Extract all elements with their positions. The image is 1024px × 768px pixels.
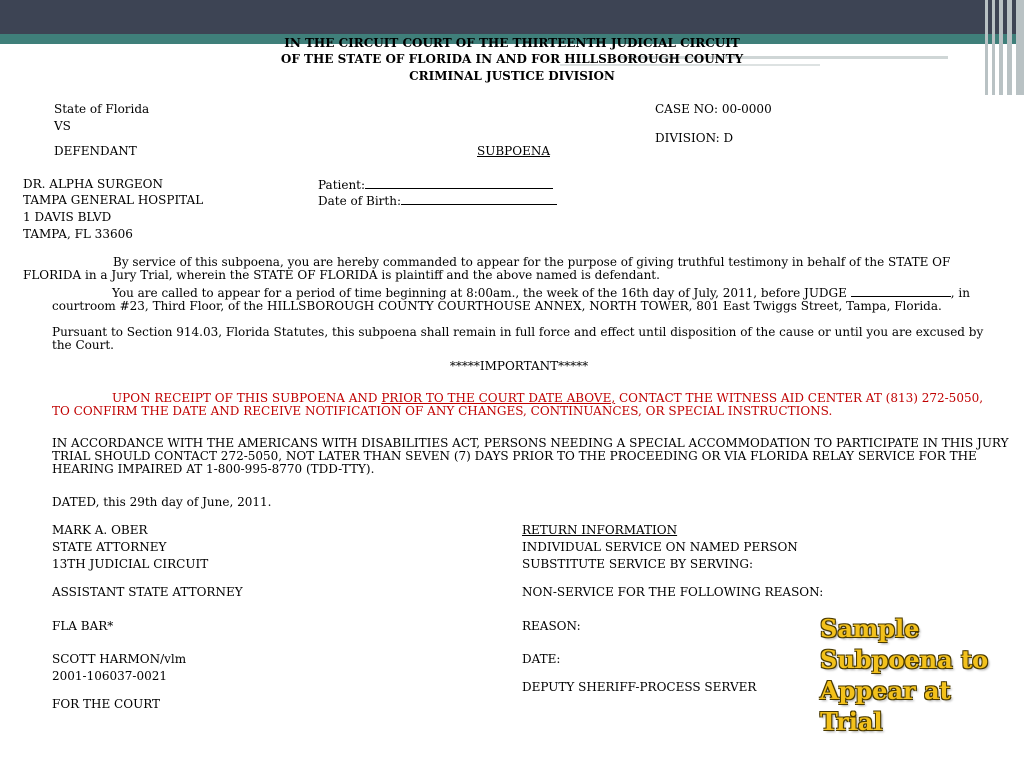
clerk-name: SCOTT HARMON/vlm <box>52 652 187 666</box>
defendant-label: DEFENDANT <box>54 144 137 158</box>
recipient-street: 1 DAVIS BLVD <box>23 210 112 224</box>
judge-blank <box>851 285 951 297</box>
command-paragraph: By service of this subpoena, you are hereby commanded to appear for the purpose of giving truthful testimony in behalf of the STATE OF FLORIDA in a Jury Trial, wherein the STATE OF FLORIDA is plaintiff and the above named is defendant. <box>23 255 951 282</box>
assistant-attorney: ASSISTANT STATE ATTORNEY <box>52 585 243 599</box>
attorney-title: STATE ATTORNEY <box>52 540 167 554</box>
case-number: CASE NO: 00-0000 <box>655 102 772 116</box>
top-banner <box>0 0 1024 34</box>
dob-label: Date of Birth: <box>318 194 401 208</box>
individual-service: INDIVIDUAL SERVICE ON NAMED PERSON <box>522 540 798 554</box>
appearance-text-a: You are called to appear for a period of time beginning at 8:00am., the week of the 16th day of July, 2011, before JUDGE <box>112 286 847 300</box>
dob-blank <box>401 193 557 205</box>
court-header-line-3: CRIMINAL JUSTICE DIVISION <box>409 69 615 83</box>
recipient-city: TAMPA, FL 33606 <box>23 227 133 241</box>
division: DIVISION: D <box>655 131 734 145</box>
plaintiff: State of Florida <box>54 102 150 116</box>
return-info-heading: RETURN INFORMATION <box>522 523 678 537</box>
appearance-text-b: , in courtroom #23, Third Floor, of the HILLSBOROUGH COUNTY COURTHOUSE ANNEX, NORTH TOWER, 801 East Twiggs Street, Tampa, Florida. <box>52 286 970 313</box>
witness-notice-emphasis: PRIOR TO THE COURT DATE ABOVE, <box>381 391 616 405</box>
sample-title-line: Trial <box>820 707 883 736</box>
witness-notice-c: CONTACT THE WITNESS AID CENTER AT (813) 272-5050, TO CONFIRM THE DATE AND RECEIVE NOTIFICATION OF ANY CHANGES, CONTINUANCES, OR SPECIAL INSTRUCTIONS. <box>52 391 984 418</box>
court-header-line-2: OF THE STATE OF FLORIDA IN AND FOR HILLSBOROUGH COUNTY <box>280 52 744 66</box>
date-field: DATE: <box>522 652 561 666</box>
sample-title-line: Subpoena to <box>820 645 989 674</box>
appearance-paragraph <box>52 285 998 313</box>
sample-title <box>820 613 1020 737</box>
recipient-name: DR. ALPHA SURGEON <box>23 177 163 191</box>
patient-blank <box>365 177 553 189</box>
reason-field: REASON: <box>522 619 581 633</box>
dated-line: DATED, this 29th day of June, 2011. <box>52 495 272 509</box>
witness-notice-a: UPON RECEIPT OF THIS SUBPOENA AND <box>112 391 382 405</box>
judicial-circuit: 13TH JUDICIAL CIRCUIT <box>52 557 209 571</box>
attorney-name: MARK A. OBER <box>52 523 148 537</box>
statute-paragraph: Pursuant to Section 914.03, Florida Statutes, this subpoena shall remain in full force and effect until disposition of the cause or until you are excused by the Court. <box>52 325 984 352</box>
deputy-sheriff: DEPUTY SHERIFF-PROCESS SERVER <box>522 680 757 694</box>
sample-title-line: Appear at <box>820 676 951 705</box>
recipient-hospital: TAMPA GENERAL HOSPITAL <box>23 193 204 207</box>
dob-field <box>318 193 557 208</box>
patient-field <box>318 177 553 192</box>
document-type: SUBPOENA <box>477 144 550 158</box>
fla-bar: FLA BAR* <box>52 619 114 633</box>
substitute-service: SUBSTITUTE SERVICE BY SERVING: <box>522 557 754 571</box>
versus: VS <box>54 119 71 133</box>
important-heading: *****IMPORTANT***** <box>449 359 589 373</box>
for-the-court: FOR THE COURT <box>52 697 161 711</box>
reference-number: 2001-106037-0021 <box>52 669 167 683</box>
non-service: NON-SERVICE FOR THE FOLLOWING REASON: <box>522 585 824 599</box>
ada-notice: IN ACCORDANCE WITH THE AMERICANS WITH DISABILITIES ACT, PERSONS NEEDING A SPECIAL ACCOMMODATION TO PARTICIPATE IN THIS JURY TRIAL SHOULD CONTACT 272-5050, NOT LATER THAN SEVEN (7) DAYS PRIOR TO THE PROCEEDING OR VIA FLORIDA RELAY SERVICE FOR THE HEARING IMPAIRED AT 1-800-995-8770 (TDD-TTY). <box>52 436 1009 476</box>
court-header-line-1: IN THE CIRCUIT COURT OF THE THIRTEENTH JUDICIAL CIRCUIT <box>284 36 740 50</box>
patient-label: Patient: <box>318 178 366 192</box>
sample-title-line: Sample <box>820 614 920 643</box>
witness-notice <box>52 392 998 418</box>
